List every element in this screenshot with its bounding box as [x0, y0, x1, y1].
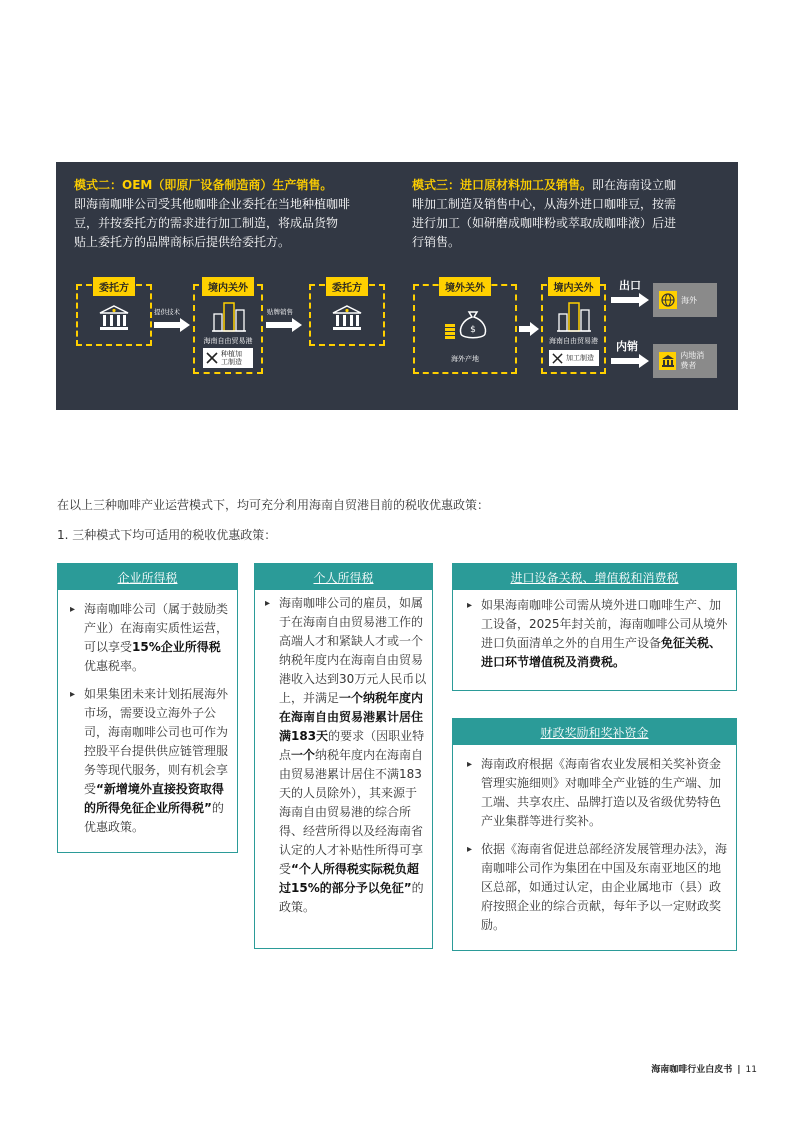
money-bag-icon [443, 304, 491, 340]
mode2-line: 豆，并按委托方的需求进行加工制造，将成品货物 [74, 216, 339, 230]
tools-icon [552, 353, 563, 364]
domestic-destination [653, 344, 717, 378]
list-item: ▸ 海南咖啡公司的雇员，如属于在海南自由贸易港工作的高端人才和紧缺人才或一个纳税年度内在海南自由贸易港收入达到30万元人民币以上，并满足一个纳税年度内在海南自由贸易港累计居住满183天的要求（因职业特点一个纳税年度内在海南自由贸易港累计居住不满183天的人员除外），其来源于海南自由贸易港的综合所得、经营所得以及经海南省认定的人才补贴性所得可享受“个人所得税实际税负超过15%的部分予以免征”的政策。 [265, 594, 427, 917]
import-tax-card [452, 563, 737, 691]
mode2-line: 即海南咖啡公司受其他咖啡企业委托在当地种植咖啡 [74, 197, 351, 211]
mode2-ftz-label: 境内关外 [202, 277, 254, 296]
arrow-right-icon [611, 293, 649, 307]
list-item: ▸ 如果集团未来计划拓展海外市场，需要设立海外子公司，海南咖啡公司也可作为控股平台提供供应链管理服务等现代服务，则有机会享受“新增境外直接投资取得的所得免征企业所得税”的优惠政策。 [70, 685, 230, 837]
list-item: ▸ 依据《海南省促进总部经济发展管理办法》，海南咖啡公司作为集团在中国及东南亚地区的地区总部，如通过认定，由企业属地市（县）政府按照企业的综合贡献，每年予以一定财政奖励。 [467, 840, 729, 935]
personal-tax-title: 个人所得税 [255, 564, 432, 590]
mode2-ftz-tag-text: 种植加工制造 [221, 350, 242, 366]
mode2-text [74, 176, 392, 252]
export-destination [653, 283, 717, 317]
mode3-overseas-box [413, 284, 517, 374]
mode2-ftz-caption: 海南自由贸易港 [203, 337, 253, 345]
arrow-right-icon [519, 322, 539, 336]
import-tax-title: 进口设备关税、增值税和消费税 [453, 564, 736, 590]
buildings-icon [212, 300, 246, 332]
mode3-title: 模式三：进口原材料加工及销售。 [412, 178, 593, 192]
finance-card [452, 718, 737, 951]
mode3-text [412, 176, 722, 252]
tools-icon [206, 352, 218, 364]
mode3-line: 行销售。 [412, 235, 461, 249]
arrow-right-icon [154, 318, 190, 332]
store-icon [659, 352, 676, 370]
footer-title: 海南咖啡行业白皮书 [651, 1065, 733, 1075]
corp-tax-title: 企业所得税 [58, 564, 237, 590]
finance-list [467, 755, 729, 944]
list-item: ▸ 如果海南咖啡公司需从境外进口咖啡生产、加工设备，2025年封关前，海南咖啡公司从境外进口负面清单之外的自用生产设备免征关税、进口环节增值税及消费税。 [467, 596, 729, 672]
page-number: 11 [745, 1065, 757, 1075]
business-models-panel [56, 162, 738, 410]
page-footer [651, 1062, 757, 1075]
mode2-arrow2-text: 贴牌销售 [267, 308, 293, 316]
globe-icon [659, 291, 677, 309]
import-tax-list [467, 596, 729, 681]
personal-tax-list [265, 594, 427, 926]
mode2-client-box [76, 284, 152, 346]
mode3-ftz-box [541, 284, 606, 374]
finance-title: 财政奖励和奖补资金 [453, 719, 736, 745]
arrow-right-icon [611, 354, 649, 368]
mode3-ftz-label: 境内关外 [548, 277, 600, 296]
section-heading: 1. 三种模式下均可适用的税收优惠政策： [57, 528, 277, 542]
mode2-client-box-2 [309, 284, 385, 346]
footer-separator: | [737, 1065, 741, 1075]
mode2-ftz-box [193, 284, 263, 374]
mode3-ftz-tag-text: 加工制造 [566, 354, 594, 362]
arrow-right-icon [266, 318, 302, 332]
svg-text:$: $ [470, 325, 476, 335]
domestic-label: 内销 [616, 340, 638, 353]
mode3-line: 啡加工制造及销售中心，从海外进口咖啡豆，按需 [412, 197, 677, 211]
mode2-title: 模式二：OEM（即原厂设备制造商）生产销售。 [74, 178, 333, 192]
mode3-ftz-tag [549, 350, 599, 366]
mode2-client-label: 委托方 [93, 277, 135, 296]
mode3-overseas-label: 境外关外 [439, 277, 491, 296]
bank-icon [98, 304, 130, 332]
mode2-ftz-tag [203, 348, 253, 368]
list-item: ▸ 海南政府根据《海南省农业发展相关奖补资金管理实施细则》对咖啡全产业链的生产端、加工端、共享农庄、品牌打造以及省级优势特色产业集群等进行奖补。 [467, 755, 729, 831]
mode2-client-label-2: 委托方 [326, 277, 368, 296]
export-label: 出口 [619, 279, 641, 292]
mode3-line: 进行加工（如研磨成咖啡粉或萃取成咖啡液）后进 [412, 216, 677, 230]
corp-tax-card [57, 563, 238, 853]
intro-paragraph: 在以上三种咖啡产业运营模式下，均可充分利用海南自贸港目前的税收优惠政策： [57, 498, 490, 512]
bank-icon [331, 304, 363, 332]
buildings-icon [557, 300, 591, 332]
mode3-overseas-caption: 海外产地 [451, 355, 479, 363]
list-item: ▸ 海南咖啡公司（属于鼓励类产业）在海南实质性运营，可以享受15%企业所得税优惠税率。 [70, 600, 230, 676]
mode2-arrow1-text: 提供技术 [154, 308, 180, 316]
mode3-line: 即在海南设立咖 [592, 178, 677, 192]
mode3-ftz-caption: 海南自由贸易港 [549, 337, 598, 345]
export-destination-text: 海外 [681, 295, 697, 305]
domestic-destination-text: 内地消费者 [680, 351, 705, 370]
corp-tax-list [70, 600, 230, 846]
personal-tax-card [254, 563, 433, 949]
mode2-line: 贴上委托方的品牌商标后提供给委托方。 [74, 235, 291, 249]
